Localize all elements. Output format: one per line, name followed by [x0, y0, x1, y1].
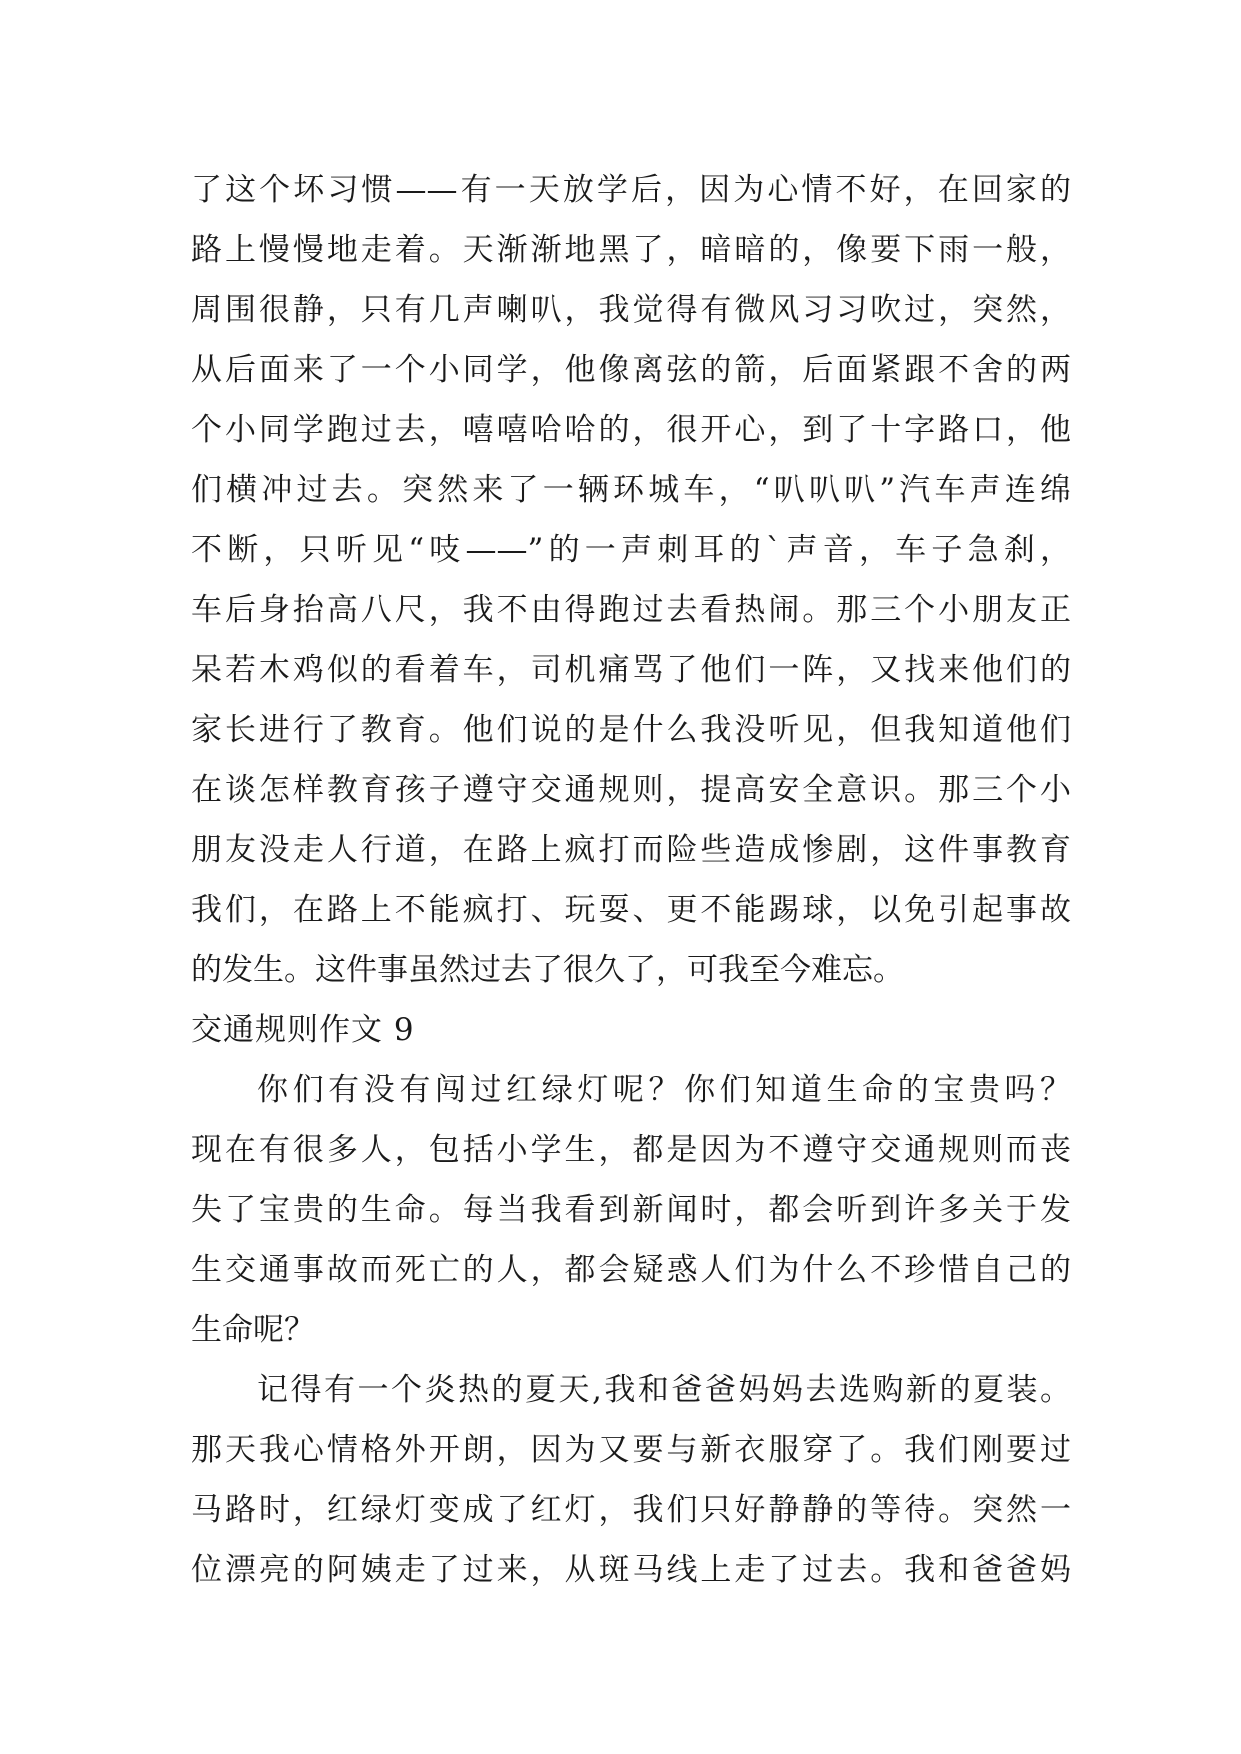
text-line: 路上慢慢地走着。天渐渐地黑了，暗暗的，像要下雨一般，	[191, 232, 1071, 268]
section-heading: 交通规则作文 9	[191, 1012, 415, 1048]
text-line: 从后面来了一个小同学，他像离弦的箭，后面紧跟不舍的两	[191, 352, 1071, 388]
text-line: 失了宝贵的生命。每当我看到新闻时，都会听到许多关于发	[191, 1192, 1071, 1228]
text-line: 生命呢？	[191, 1312, 315, 1348]
text-line: 那天我心情格外开朗，因为又要与新衣服穿了。我们刚要过	[191, 1432, 1071, 1468]
paragraph-2	[191, 1060, 1071, 1360]
text-line: 的发生。这件事虽然过去了很久了，可我至今难忘。	[191, 952, 904, 988]
text-line: 家长进行了教育。他们说的是什么我没听见，但我知道他们	[191, 712, 1071, 748]
text-line: 在谈怎样教育孩子遵守交通规则，提高安全意识。那三个小	[191, 772, 1071, 808]
paragraph-3	[191, 1360, 1071, 1600]
text-line: 个小同学跑过去，嘻嘻哈哈的，很开心，到了十字路口，他	[191, 412, 1071, 448]
text-line: 车后身抬高八尺，我不由得跑过去看热闹。那三个小朋友正	[191, 592, 1071, 628]
text-line: 位漂亮的阿姨走了过来，从斑马线上走了过去。我和爸爸妈	[191, 1552, 1071, 1588]
text-line: 朋友没走人行道，在路上疯打而险些造成惨剧，这件事教育	[191, 832, 1071, 868]
paragraph-1	[191, 160, 1071, 1000]
text-line: 了这个坏习惯——有一天放学后，因为心情不好，在回家的	[191, 172, 1071, 208]
text-line: 记得有一个炎热的夏天,我和爸爸妈妈去选购新的夏装。	[257, 1372, 1071, 1408]
document-body	[191, 160, 1071, 1600]
text-line: 周围很静，只有几声喇叭，我觉得有微风习习吹过，突然，	[191, 292, 1071, 328]
text-line: 马路时，红绿灯变成了红灯，我们只好静静的等待。突然一	[191, 1492, 1071, 1528]
text-line: 我们，在路上不能疯打、玩耍、更不能踢球，以免引起事故	[191, 892, 1071, 928]
text-line: 们横冲过去。突然来了一辆环城车，“叭叭叭”汽车声连绵	[191, 472, 1071, 508]
text-line: 现在有很多人，包括小学生，都是因为不遵守交通规则而丧	[191, 1132, 1071, 1168]
text-line: 不断，只听见“吱——”的一声刺耳的`声音，车子急刹，	[191, 532, 1071, 568]
text-line: 呆若木鸡似的看着车，司机痛骂了他们一阵，又找来他们的	[191, 652, 1071, 688]
text-line: 生交通事故而死亡的人，都会疑惑人们为什么不珍惜自己的	[191, 1252, 1071, 1288]
text-line: 你们有没有闯过红绿灯呢？你们知道生命的宝贵吗？	[257, 1072, 1071, 1108]
